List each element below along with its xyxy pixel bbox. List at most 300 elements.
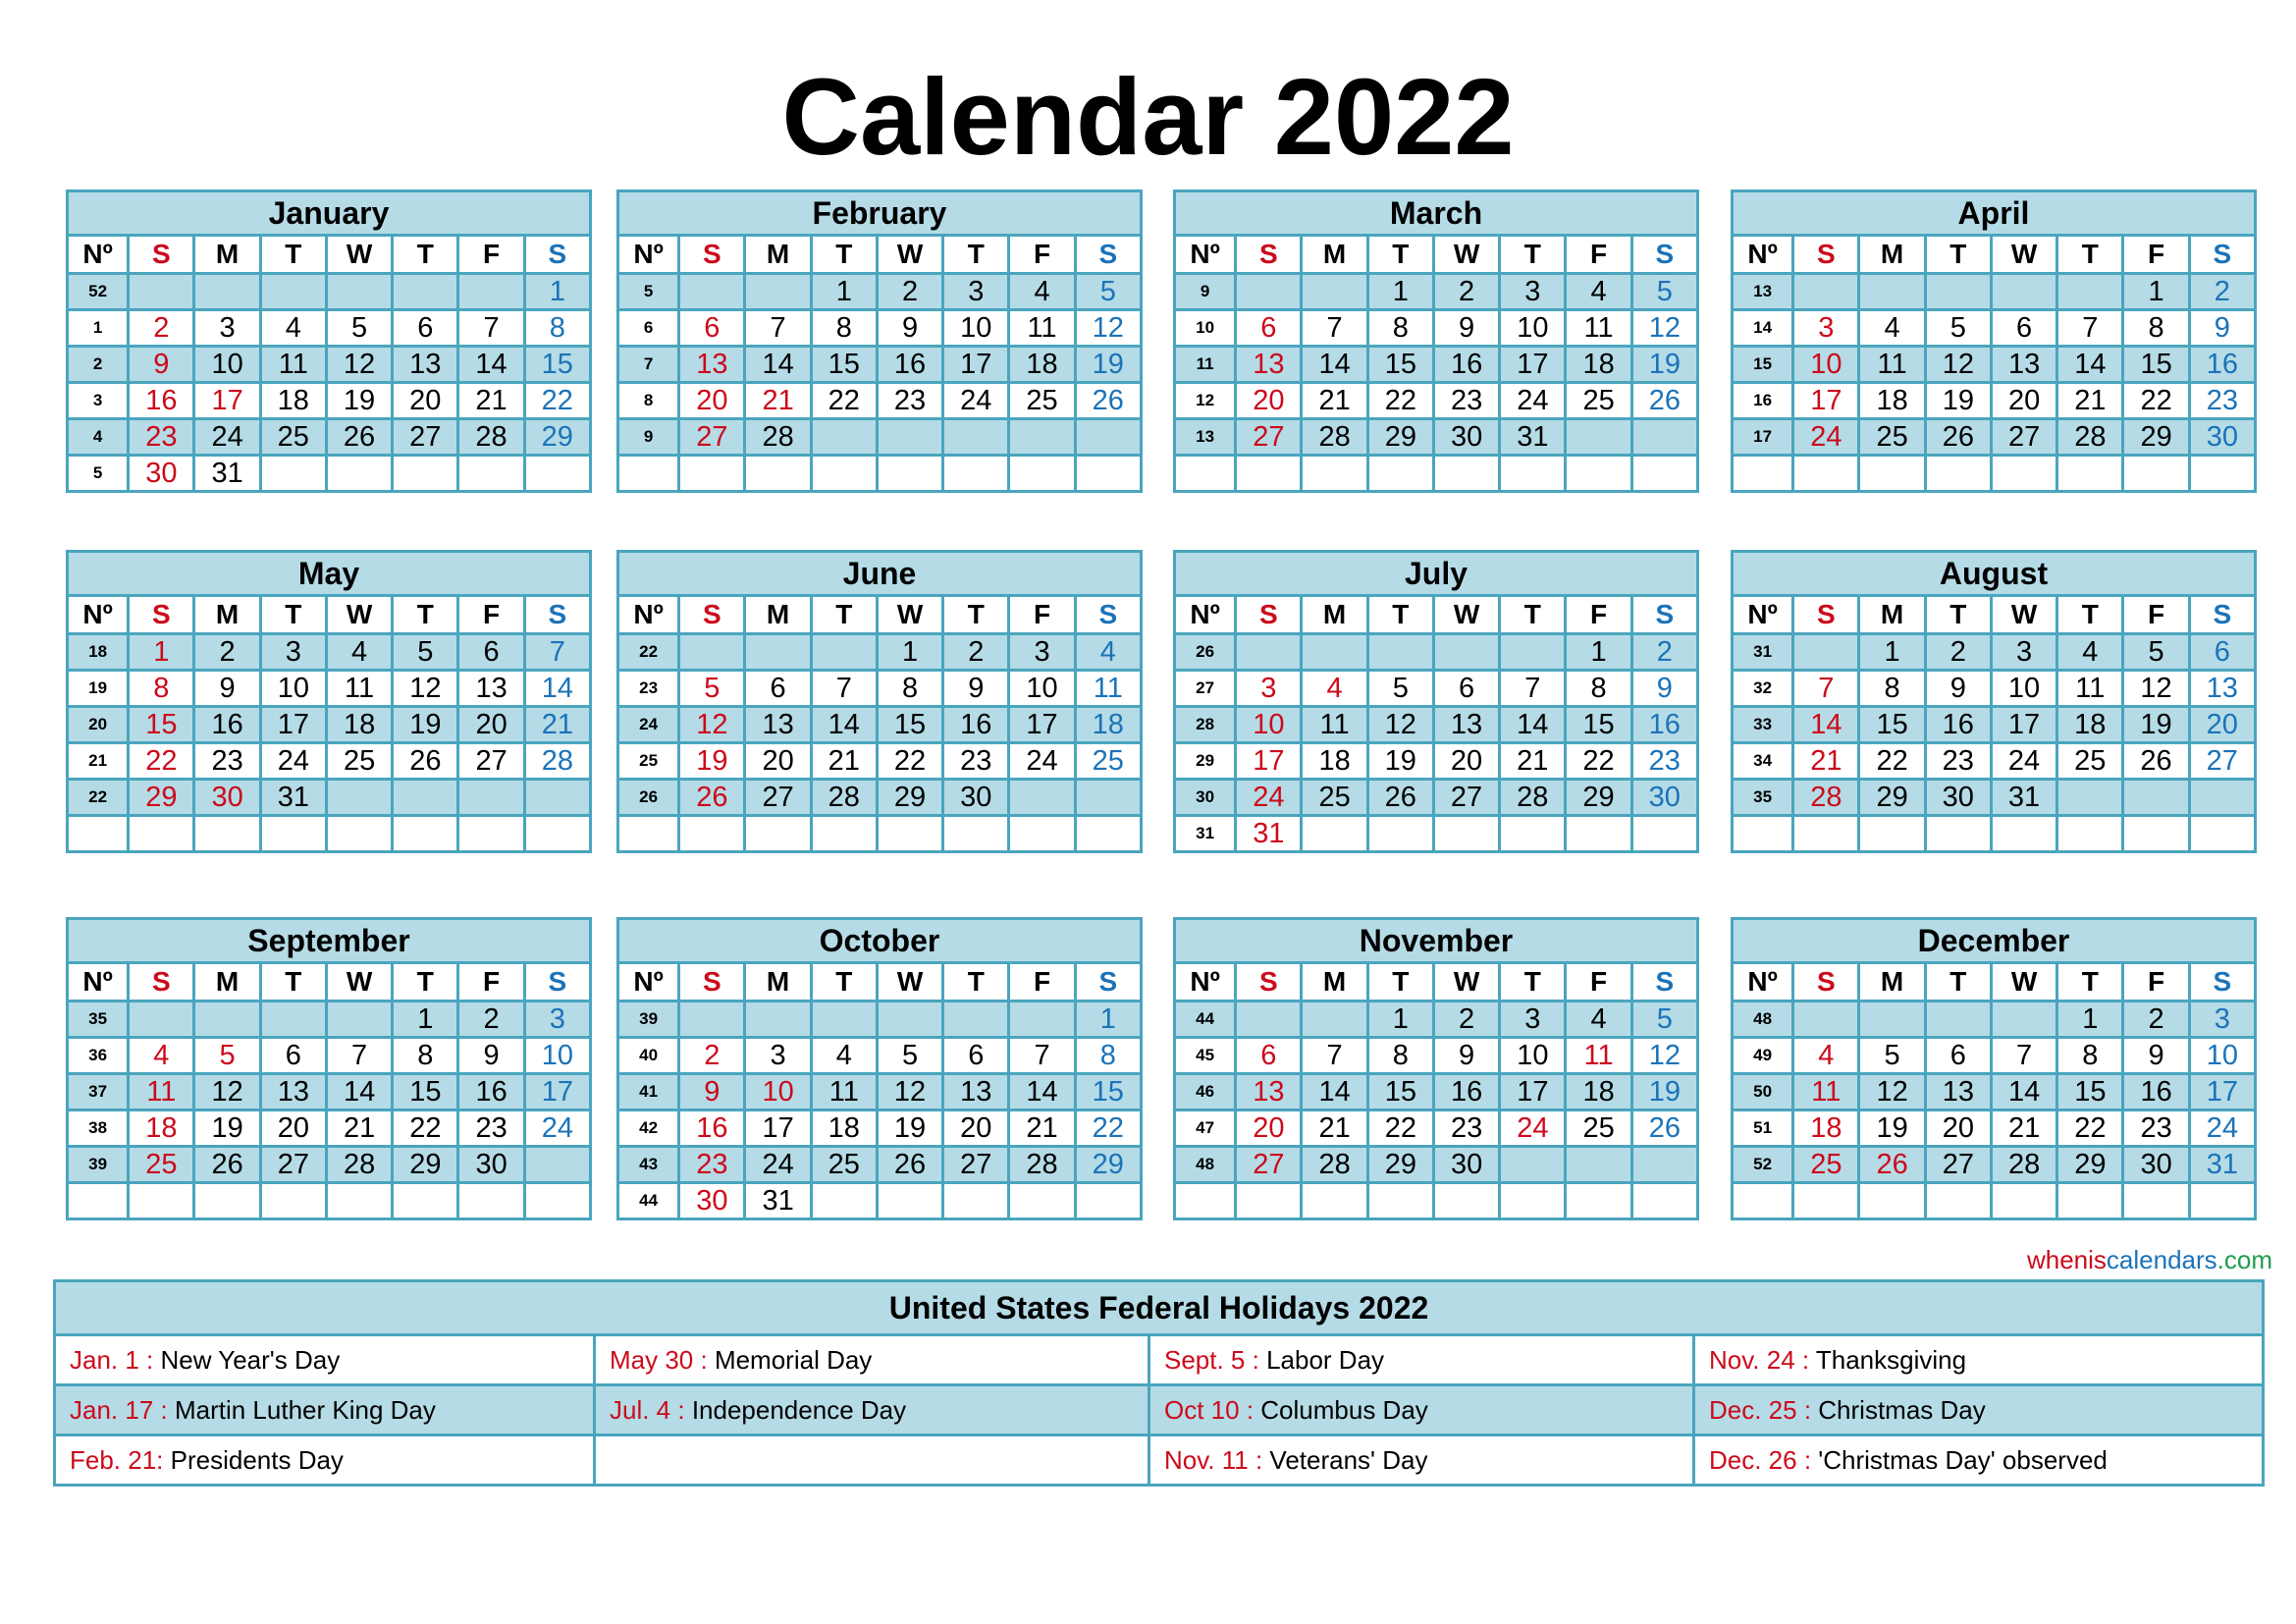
day-cell: 12 (326, 347, 392, 383)
week-number: 33 (1733, 707, 1793, 743)
day-cell (2123, 780, 2189, 816)
day-cell: 1 (129, 634, 194, 671)
day-cell: 18 (260, 383, 326, 419)
day-cell: 22 (393, 1110, 458, 1147)
week-row (1175, 707, 1698, 743)
day-cell: 26 (326, 419, 392, 456)
week-number: 39 (68, 1147, 129, 1183)
day-cell: 7 (1500, 671, 1566, 707)
weekday-label: S (524, 963, 590, 1001)
week-row (68, 1074, 591, 1110)
week-number: 35 (68, 1001, 129, 1038)
holiday-date: Jul. 4 : (610, 1394, 692, 1425)
day-cell (458, 816, 524, 852)
day-cell (393, 456, 458, 492)
day-cell: 27 (679, 419, 745, 456)
day-cell (1925, 274, 1991, 310)
weekday-label: S (1793, 596, 1859, 634)
day-cell (1793, 1183, 1859, 1219)
week-number: 6 (618, 310, 679, 347)
day-cell: 10 (194, 347, 260, 383)
day-cell: 15 (1566, 707, 1631, 743)
holiday-cell (595, 1435, 1149, 1486)
day-cell: 2 (1925, 634, 1991, 671)
day-cell: 26 (1631, 383, 1697, 419)
holiday-row (55, 1435, 2264, 1486)
day-cell: 8 (877, 671, 942, 707)
weekday-label: M (745, 236, 811, 274)
day-cell: 7 (1991, 1038, 2056, 1074)
weekday-row (68, 963, 591, 1001)
month-table (1173, 189, 1699, 493)
day-cell (194, 274, 260, 310)
week-row (68, 347, 591, 383)
day-cell (1075, 456, 1141, 492)
day-cell: 15 (393, 1074, 458, 1110)
day-cell: 13 (1433, 707, 1499, 743)
week-row (1175, 274, 1698, 310)
week-number: 11 (1175, 347, 1236, 383)
weekday-label: F (458, 236, 524, 274)
week-number: 50 (1733, 1074, 1793, 1110)
day-cell: 20 (2189, 707, 2255, 743)
day-cell: 4 (1793, 1038, 1859, 1074)
day-cell (326, 1183, 392, 1219)
week-number: 31 (1733, 634, 1793, 671)
week-number (1733, 816, 1793, 852)
day-cell: 12 (1367, 707, 1433, 743)
holiday-name: Thanksgiving (1815, 1344, 1967, 1375)
week-number: 35 (1733, 780, 1793, 816)
month-header-row (1175, 191, 1698, 236)
day-cell (811, 419, 877, 456)
week-row (68, 274, 591, 310)
week-number-header: Nº (1733, 596, 1793, 634)
day-cell: 7 (458, 310, 524, 347)
day-cell (1991, 816, 2056, 852)
day-cell (679, 274, 745, 310)
day-cell: 4 (2057, 634, 2123, 671)
weekday-label: M (1859, 596, 1925, 634)
day-cell (1009, 419, 1075, 456)
weekday-label: T (393, 236, 458, 274)
holiday-cell (55, 1435, 595, 1486)
weekday-label: T (2057, 596, 2123, 634)
weekday-label: F (1009, 236, 1075, 274)
holiday-name: Christmas Day (1818, 1394, 1986, 1425)
holiday-date: Nov. 24 : (1709, 1344, 1816, 1375)
weekday-label: S (1793, 963, 1859, 1001)
day-cell: 6 (1433, 671, 1499, 707)
weekday-label: S (1075, 963, 1141, 1001)
day-cell: 19 (326, 383, 392, 419)
day-cell: 8 (1859, 671, 1925, 707)
week-number: 28 (1175, 707, 1236, 743)
day-cell: 14 (524, 671, 590, 707)
day-cell: 17 (194, 383, 260, 419)
day-cell: 28 (1500, 780, 1566, 816)
day-cell: 21 (1302, 1110, 1367, 1147)
weekday-label: S (2189, 236, 2255, 274)
day-cell: 5 (1859, 1038, 1925, 1074)
day-cell: 12 (393, 671, 458, 707)
day-cell: 8 (524, 310, 590, 347)
day-cell (1302, 816, 1367, 852)
day-cell: 31 (745, 1183, 811, 1219)
day-cell: 23 (877, 383, 942, 419)
day-cell: 28 (1009, 1147, 1075, 1183)
holiday-cell (595, 1385, 1149, 1435)
day-cell (1302, 1001, 1367, 1038)
month-name: November (1175, 919, 1698, 963)
day-cell: 6 (458, 634, 524, 671)
day-cell: 29 (1859, 780, 1925, 816)
site-credit[interactable] (2027, 1245, 2272, 1274)
day-cell: 8 (129, 671, 194, 707)
week-number: 45 (1175, 1038, 1236, 1074)
day-cell: 30 (2189, 419, 2255, 456)
month-header-row (1733, 552, 2256, 596)
month-march (1173, 189, 1699, 493)
day-cell: 16 (129, 383, 194, 419)
day-cell: 4 (1075, 634, 1141, 671)
day-cell: 23 (1433, 1110, 1499, 1147)
weekday-label: T (260, 963, 326, 1001)
day-cell: 13 (393, 347, 458, 383)
week-row (1733, 1038, 2256, 1074)
week-number-header: Nº (618, 596, 679, 634)
day-cell: 16 (2189, 347, 2255, 383)
week-number-header: Nº (68, 963, 129, 1001)
week-number: 42 (618, 1110, 679, 1147)
week-row (618, 1074, 1142, 1110)
week-number-header: Nº (1733, 236, 1793, 274)
week-row (1733, 707, 2256, 743)
day-cell: 15 (811, 347, 877, 383)
day-cell: 25 (1793, 1147, 1859, 1183)
week-number: 52 (68, 274, 129, 310)
day-cell: 16 (194, 707, 260, 743)
week-number: 3 (68, 383, 129, 419)
day-cell (1236, 1183, 1302, 1219)
weekday-row (1733, 596, 2256, 634)
day-cell (1302, 456, 1367, 492)
day-cell: 15 (1859, 707, 1925, 743)
day-cell (2189, 1183, 2255, 1219)
weekday-label: F (1566, 596, 1631, 634)
day-cell: 17 (1236, 743, 1302, 780)
weekday-label: T (1500, 236, 1566, 274)
day-cell (1302, 1183, 1367, 1219)
weekday-label: F (458, 963, 524, 1001)
weekday-label: T (943, 963, 1009, 1001)
week-row (618, 816, 1142, 852)
weekday-label: T (1367, 596, 1433, 634)
day-cell: 22 (1367, 383, 1433, 419)
week-row (68, 1110, 591, 1147)
day-cell: 9 (129, 347, 194, 383)
week-number: 38 (68, 1110, 129, 1147)
day-cell (1075, 419, 1141, 456)
day-cell: 31 (1991, 780, 2056, 816)
week-number: 49 (1733, 1038, 1793, 1074)
week-number (68, 1183, 129, 1219)
day-cell: 18 (1566, 1074, 1631, 1110)
month-name: May (68, 552, 591, 596)
weekday-label: T (1367, 236, 1433, 274)
day-cell (1075, 816, 1141, 852)
day-cell: 4 (1302, 671, 1367, 707)
credit-part-3: .com (2216, 1245, 2272, 1274)
day-cell (745, 274, 811, 310)
week-row (1733, 419, 2256, 456)
day-cell: 25 (260, 419, 326, 456)
day-cell (745, 634, 811, 671)
weekday-label: W (326, 596, 392, 634)
holiday-date: Dec. 25 : (1709, 1394, 1819, 1425)
day-cell: 29 (2057, 1147, 2123, 1183)
week-number: 13 (1175, 419, 1236, 456)
day-cell: 17 (260, 707, 326, 743)
day-cell: 25 (1075, 743, 1141, 780)
day-cell (1367, 816, 1433, 852)
week-number: 18 (68, 634, 129, 671)
week-row (68, 707, 591, 743)
weekday-label: S (129, 596, 194, 634)
weekday-label: W (1991, 596, 2056, 634)
day-cell: 23 (1433, 383, 1499, 419)
day-cell (1500, 1183, 1566, 1219)
week-number: 9 (1175, 274, 1236, 310)
week-row (1175, 743, 1698, 780)
month-table (1173, 550, 1699, 853)
day-cell (1631, 456, 1697, 492)
day-cell: 21 (1991, 1110, 2056, 1147)
day-cell: 5 (877, 1038, 942, 1074)
day-cell: 21 (1009, 1110, 1075, 1147)
day-cell: 15 (1075, 1074, 1141, 1110)
day-cell: 3 (194, 310, 260, 347)
day-cell: 30 (129, 456, 194, 492)
day-cell: 10 (745, 1074, 811, 1110)
week-row (68, 671, 591, 707)
day-cell: 8 (811, 310, 877, 347)
day-cell (1859, 456, 1925, 492)
day-cell: 11 (1009, 310, 1075, 347)
month-header-row (1175, 552, 1698, 596)
week-number: 21 (68, 743, 129, 780)
day-cell: 25 (1566, 1110, 1631, 1147)
day-cell: 26 (2123, 743, 2189, 780)
day-cell: 26 (1859, 1147, 1925, 1183)
week-number: 25 (618, 743, 679, 780)
day-cell: 7 (1302, 1038, 1367, 1074)
day-cell (1433, 1183, 1499, 1219)
day-cell: 13 (943, 1074, 1009, 1110)
day-cell: 13 (260, 1074, 326, 1110)
day-cell: 11 (326, 671, 392, 707)
month-table (1731, 917, 2257, 1220)
day-cell: 11 (1566, 310, 1631, 347)
week-number: 16 (1733, 383, 1793, 419)
weekday-label: S (1075, 236, 1141, 274)
day-cell (326, 1001, 392, 1038)
day-cell: 26 (194, 1147, 260, 1183)
day-cell (1991, 1183, 2056, 1219)
weekday-label: F (2123, 963, 2189, 1001)
day-cell (393, 816, 458, 852)
weekday-label: T (811, 596, 877, 634)
day-cell (1500, 634, 1566, 671)
week-number: 19 (68, 671, 129, 707)
day-cell: 15 (1367, 1074, 1433, 1110)
day-cell: 14 (1500, 707, 1566, 743)
day-cell: 7 (1009, 1038, 1075, 1074)
day-cell: 4 (1566, 274, 1631, 310)
week-number: 8 (618, 383, 679, 419)
week-row (618, 383, 1142, 419)
day-cell (1433, 816, 1499, 852)
weekday-label: F (1566, 963, 1631, 1001)
day-cell (877, 1001, 942, 1038)
week-row (1175, 456, 1698, 492)
month-august (1731, 550, 2257, 853)
week-row (68, 1038, 591, 1074)
day-cell: 3 (1793, 310, 1859, 347)
week-row (68, 456, 591, 492)
day-cell: 24 (260, 743, 326, 780)
day-cell (1793, 816, 1859, 852)
day-cell: 31 (1500, 419, 1566, 456)
day-cell: 6 (1925, 1038, 1991, 1074)
month-header-row (618, 552, 1142, 596)
day-cell: 15 (2123, 347, 2189, 383)
holiday-cell (55, 1385, 595, 1435)
day-cell: 1 (524, 274, 590, 310)
month-header-row (1733, 191, 2256, 236)
day-cell: 22 (1075, 1110, 1141, 1147)
day-cell (1367, 456, 1433, 492)
week-number: 32 (1733, 671, 1793, 707)
day-cell: 6 (260, 1038, 326, 1074)
week-row (618, 1183, 1142, 1219)
day-cell: 19 (1859, 1110, 1925, 1147)
weekday-label: S (524, 236, 590, 274)
weekday-label: S (524, 596, 590, 634)
month-table (616, 189, 1143, 493)
day-cell: 3 (745, 1038, 811, 1074)
day-cell: 8 (1566, 671, 1631, 707)
day-cell: 13 (1991, 347, 2056, 383)
weekday-row (1733, 236, 2256, 274)
day-cell: 14 (1793, 707, 1859, 743)
month-may (66, 550, 592, 853)
day-cell: 24 (1500, 383, 1566, 419)
day-cell: 11 (1793, 1074, 1859, 1110)
week-row (1733, 634, 2256, 671)
weekday-label: M (1302, 596, 1367, 634)
day-cell: 6 (2189, 634, 2255, 671)
day-cell: 24 (524, 1110, 590, 1147)
day-cell: 20 (1433, 743, 1499, 780)
day-cell: 21 (326, 1110, 392, 1147)
week-number: 10 (1175, 310, 1236, 347)
day-cell: 22 (877, 743, 942, 780)
week-number: 14 (1733, 310, 1793, 347)
day-cell (2123, 816, 2189, 852)
day-cell: 9 (1433, 310, 1499, 347)
weekday-label: S (2189, 596, 2255, 634)
day-cell: 22 (1566, 743, 1631, 780)
week-row (68, 419, 591, 456)
day-cell: 23 (1925, 743, 1991, 780)
day-cell: 10 (1793, 347, 1859, 383)
day-cell (1500, 456, 1566, 492)
weekday-label: T (1925, 596, 1991, 634)
day-cell: 26 (679, 780, 745, 816)
day-cell: 5 (393, 634, 458, 671)
week-number (1733, 1183, 1793, 1219)
week-row (1733, 1074, 2256, 1110)
holiday-name: Presidents Day (170, 1444, 344, 1475)
week-number-header: Nº (618, 236, 679, 274)
day-cell (679, 816, 745, 852)
day-cell (326, 780, 392, 816)
day-cell: 30 (1925, 780, 1991, 816)
day-cell: 21 (2057, 383, 2123, 419)
day-cell (458, 1183, 524, 1219)
day-cell: 20 (745, 743, 811, 780)
day-cell: 12 (1859, 1074, 1925, 1110)
weekday-row (68, 596, 591, 634)
holiday-name: New Year's Day (160, 1344, 341, 1375)
weekday-label: S (129, 963, 194, 1001)
day-cell: 15 (129, 707, 194, 743)
week-row (618, 1110, 1142, 1147)
day-cell: 17 (1009, 707, 1075, 743)
week-row (1733, 1001, 2256, 1038)
holiday-date: Feb. 21: (70, 1444, 171, 1475)
day-cell (1991, 1001, 2056, 1038)
weekday-label: S (679, 963, 745, 1001)
day-cell: 7 (326, 1038, 392, 1074)
day-cell: 30 (679, 1183, 745, 1219)
day-cell: 21 (458, 383, 524, 419)
day-cell: 19 (194, 1110, 260, 1147)
day-cell: 12 (1925, 347, 1991, 383)
day-cell: 30 (2123, 1147, 2189, 1183)
day-cell: 25 (1302, 780, 1367, 816)
day-cell: 29 (1367, 419, 1433, 456)
day-cell: 7 (524, 634, 590, 671)
day-cell: 30 (1433, 419, 1499, 456)
week-row (1175, 1038, 1698, 1074)
holiday-date: May 30 : (610, 1344, 715, 1375)
day-cell (1859, 1001, 1925, 1038)
day-cell: 9 (877, 310, 942, 347)
day-cell: 14 (326, 1074, 392, 1110)
day-cell: 5 (194, 1038, 260, 1074)
weekday-label: W (877, 963, 942, 1001)
weekday-row (1733, 963, 2256, 1001)
day-cell: 28 (1991, 1147, 2056, 1183)
day-cell (1367, 1183, 1433, 1219)
holiday-cell (1694, 1335, 2264, 1385)
week-number: 26 (1175, 634, 1236, 671)
day-cell (194, 1001, 260, 1038)
day-cell: 3 (260, 634, 326, 671)
day-cell: 27 (1925, 1147, 1991, 1183)
